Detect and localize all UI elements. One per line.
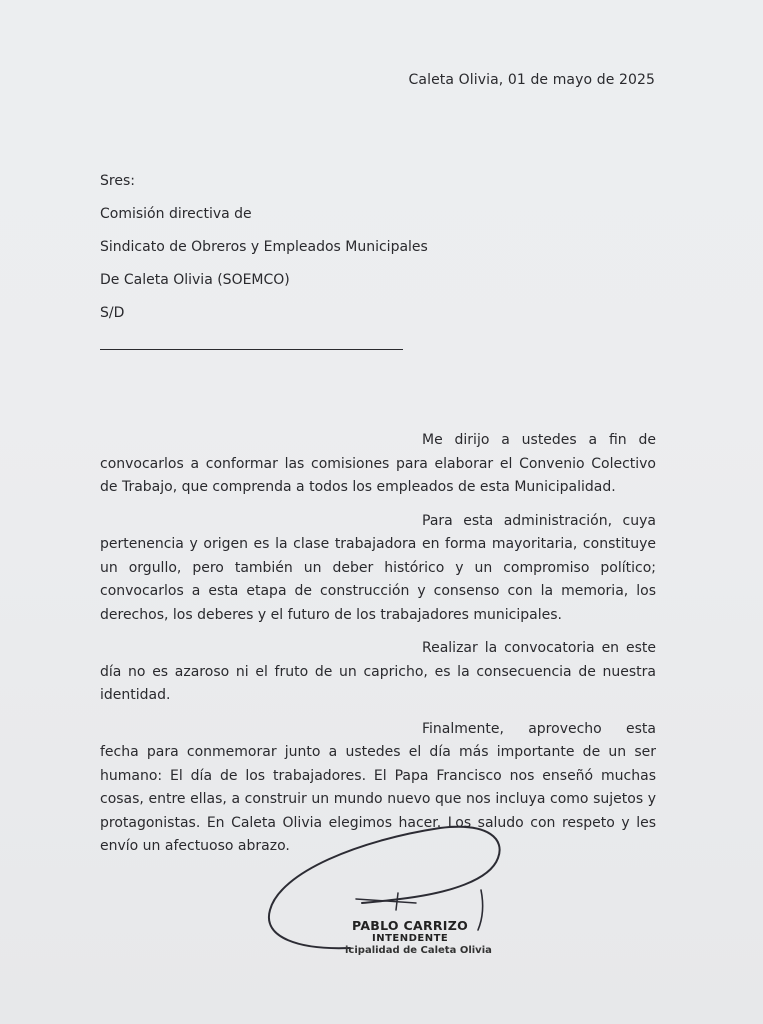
- paragraph-2: Para esta administración, cuya pertenencia y origen es la clase trabajadora en forma mayoritaria, constituye un orgullo, pero también un deber histórico y un compromiso político; convocarlos a esta etapa de construcción y consenso con la memoria, los derechos, los deberes y el futuro de los trabajadores municipales.: [100, 512, 656, 623]
- recipient-line-city: De Caleta Olivia (SOEMCO): [100, 272, 290, 288]
- date-line: Caleta Olivia, 01 de mayo de 2025: [408, 72, 655, 88]
- recipient-line-union: Sindicato de Obreros y Empleados Municipales: [100, 239, 428, 255]
- recipient-salutation: Sres:: [100, 173, 135, 189]
- stamp-organization: icipalidad de Caleta Olivia: [345, 945, 492, 956]
- paragraph-1: Me dirijo a ustedes a fin de convocarlos a conformar las comisiones para elaborar el Convenio Colectivo de Trabajo, que comprenda a todos los empleados de esta Municipalidad.: [100, 432, 656, 495]
- paragraph-4: Finalmente, aprovecho esta fecha para conmemorar junto a ustedes el día más importante de un ser humano: El día de los trabajadores. El Papa Francisco nos enseñó muchas cosas, entre ellas, a construir un mundo nuevo que nos incluya como sujetos y protagonistas. En Caleta Olivia elegimos hacer. Los saludo con respeto y les envío un afectuoso abrazo.: [100, 720, 656, 854]
- recipient-line-commission: Comisión directiva de: [100, 206, 252, 222]
- stamp-title: INTENDENTE: [372, 933, 449, 944]
- recipient-line-sd: S/D: [100, 305, 125, 321]
- address-divider: [100, 349, 403, 350]
- paragraph-3: Realizar la convocatoria en este día no es azaroso ni el fruto de un capricho, es la consecuencia de nuestra identidad.: [100, 640, 656, 703]
- stamp-name: PABLO CARRIZO: [352, 918, 469, 933]
- letter-body: [100, 429, 656, 869]
